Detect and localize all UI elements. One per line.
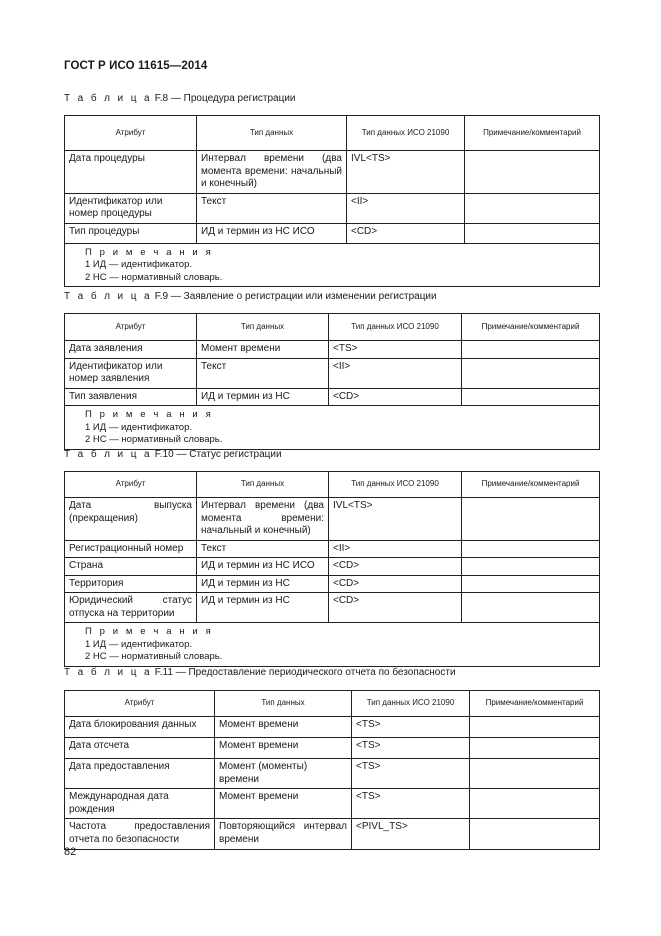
table-row: [65, 193, 600, 223]
cell-comment: [462, 358, 600, 388]
notes-title: П р и м е ч а н и я: [85, 246, 214, 258]
table-notes: [65, 623, 600, 667]
table-row: [65, 789, 600, 819]
cell-iso-data-type: <II>: [329, 358, 462, 388]
cell-comment: [470, 759, 600, 789]
cell-data-type: Момент времени: [215, 717, 352, 738]
column-header-iso-data-type: Тип данных ИСО 21090: [329, 314, 462, 341]
column-header-iso-data-type: Тип данных ИСО 21090: [352, 691, 470, 717]
notes-title: П р и м е ч а н и я: [85, 626, 214, 637]
table-row: [65, 341, 600, 359]
cell-iso-data-type: <II>: [329, 540, 462, 558]
table-notes: [65, 406, 600, 450]
table-label: Т а б л и ц а: [64, 667, 152, 678]
cell-attribute: Юридический статус отпуска на территории: [65, 593, 197, 623]
cell-comment: [465, 223, 600, 243]
table-row: [65, 498, 600, 541]
table-caption-f9: [64, 291, 437, 302]
table-row: [65, 540, 600, 558]
cell-comment: [462, 558, 600, 576]
cell-iso-data-type: <CD>: [329, 575, 462, 593]
cell-data-type: ИД и термин из НС: [197, 388, 329, 406]
cell-data-type: Момент времени: [197, 341, 329, 359]
table-f9: [64, 313, 600, 450]
cell-iso-data-type: <TS>: [352, 717, 470, 738]
cell-comment: [462, 388, 600, 406]
column-header-comment: Примечание/комментарий: [462, 472, 600, 498]
cell-data-type: Момент времени: [215, 789, 352, 819]
cell-data-type: Интервал времени (два момента времени: начальный и конечный): [197, 151, 347, 194]
table-f10: [64, 471, 600, 667]
cell-data-type: Текст: [197, 358, 329, 388]
cell-data-type: Момент (моменты) времени: [215, 759, 352, 789]
cell-iso-data-type: IVL<TS>: [347, 151, 465, 194]
cell-comment: [462, 575, 600, 593]
note-item: 2 НС — нормативный словарь.: [85, 271, 223, 283]
cell-iso-data-type: <TS>: [352, 789, 470, 819]
column-header-attribute: Атрибут: [65, 314, 197, 341]
table-row: [65, 717, 600, 738]
column-header-data-type: Тип данных: [197, 314, 329, 341]
table-caption-text: F.9 — Заявление о регистрации или изменении регистрации: [151, 291, 437, 302]
table-row: [65, 819, 600, 850]
cell-attribute: Страна: [65, 558, 197, 576]
table-notes-row: [65, 623, 600, 667]
cell-attribute: Идентификатор или номер процедуры: [65, 193, 197, 223]
table-caption-text: F.8 — Процедура регистрации: [151, 93, 296, 104]
cell-comment: [470, 738, 600, 759]
cell-attribute: Регистрационный номер: [65, 540, 197, 558]
note-item: 2 НС — нормативный словарь.: [85, 434, 223, 445]
table-caption-f10: [64, 449, 282, 460]
table-notes-row: [65, 243, 600, 287]
column-header-comment: Примечание/комментарий: [470, 691, 600, 717]
column-header-attribute: Атрибут: [65, 472, 197, 498]
cell-data-type: ИД и термин из НС ИСО: [197, 558, 329, 576]
column-header-attribute: Атрибут: [65, 691, 215, 717]
cell-attribute: Идентификатор или номер заявления: [65, 358, 197, 388]
table-notes-row: [65, 406, 600, 450]
document-header: ГОСТ Р ИСО 11615—2014: [64, 60, 208, 72]
cell-iso-data-type: <CD>: [347, 223, 465, 243]
table-caption-f8: [64, 93, 296, 104]
table-caption-text: F.11 — Предоставление периодического отчета по безопасности: [151, 667, 456, 678]
table-row: [65, 388, 600, 406]
cell-attribute: Частота предоставления отчета по безопасности: [65, 819, 215, 850]
column-header-iso-data-type: Тип данных ИСО 21090: [347, 116, 465, 151]
table-row: [65, 558, 600, 576]
cell-data-type: ИД и термин из НС: [197, 593, 329, 623]
cell-data-type: ИД и термин из НС: [197, 575, 329, 593]
cell-attribute: Дата блокирования данных: [65, 717, 215, 738]
column-header-comment: Примечание/комментарий: [465, 116, 600, 151]
table-row: [65, 575, 600, 593]
cell-attribute: Дата выпуска (прекращения): [65, 498, 197, 541]
cell-comment: [462, 498, 600, 541]
cell-iso-data-type: <TS>: [329, 341, 462, 359]
column-header-iso-data-type: Тип данных ИСО 21090: [329, 472, 462, 498]
cell-attribute: Дата отсчета: [65, 738, 215, 759]
cell-iso-data-type: <CD>: [329, 558, 462, 576]
cell-iso-data-type: <TS>: [352, 738, 470, 759]
cell-attribute: Международная дата рождения: [65, 789, 215, 819]
table-label: Т а б л и ц а: [64, 291, 152, 302]
table-row: [65, 738, 600, 759]
cell-comment: [462, 540, 600, 558]
table-label: Т а б л и ц а: [64, 93, 152, 104]
table-caption-text: F.10 — Статус регистрации: [151, 449, 282, 460]
table-f8: [64, 115, 600, 287]
table-row: [65, 223, 600, 243]
table-f11: [64, 690, 600, 850]
cell-attribute: Территория: [65, 575, 197, 593]
cell-iso-data-type: IVL<TS>: [329, 498, 462, 541]
cell-attribute: Дата предоставления: [65, 759, 215, 789]
cell-comment: [462, 341, 600, 359]
table-row: [65, 593, 600, 623]
table-row: [65, 759, 600, 789]
notes-title: П р и м е ч а н и я: [85, 409, 214, 420]
cell-comment: [470, 789, 600, 819]
note-item: 1 ИД — идентификатор.: [85, 421, 193, 433]
cell-iso-data-type: <CD>: [329, 593, 462, 623]
cell-data-type: ИД и термин из НС ИСО: [197, 223, 347, 243]
cell-data-type: Текст: [197, 193, 347, 223]
column-header-data-type: Тип данных: [197, 472, 329, 498]
note-item: 1 ИД — идентификатор.: [85, 638, 193, 650]
cell-data-type: Текст: [197, 540, 329, 558]
cell-comment: [462, 593, 600, 623]
cell-iso-data-type: <CD>: [329, 388, 462, 406]
cell-iso-data-type: <PIVL_TS>: [352, 819, 470, 850]
cell-comment: [470, 819, 600, 850]
cell-data-type: Интервал времени (два момента времени: начальный и конечный): [197, 498, 329, 541]
column-header-data-type: Тип данных: [197, 116, 347, 151]
column-header-comment: Примечание/комментарий: [462, 314, 600, 341]
table-row: [65, 151, 600, 194]
column-header-attribute: Атрибут: [65, 116, 197, 151]
note-item: 1 ИД — идентификатор.: [85, 259, 193, 270]
cell-comment: [465, 193, 600, 223]
note-item: 2 НС — нормативный словарь.: [85, 651, 223, 662]
table-row: [65, 358, 600, 388]
table-notes: [65, 243, 600, 287]
cell-comment: [465, 151, 600, 194]
cell-data-type: Момент времени: [215, 738, 352, 759]
page-number: 82: [64, 846, 77, 858]
cell-attribute: Тип процедуры: [65, 223, 197, 243]
cell-comment: [470, 717, 600, 738]
cell-iso-data-type: <II>: [347, 193, 465, 223]
table-caption-f11: [64, 667, 456, 678]
cell-iso-data-type: <TS>: [352, 759, 470, 789]
cell-attribute: Тип заявления: [65, 388, 197, 406]
column-header-data-type: Тип данных: [215, 691, 352, 717]
table-label: Т а б л и ц а: [64, 449, 152, 460]
cell-data-type: Повторяющийся интервал времени: [215, 819, 352, 850]
cell-attribute: Дата заявления: [65, 341, 197, 359]
cell-attribute: Дата процедуры: [65, 151, 197, 194]
